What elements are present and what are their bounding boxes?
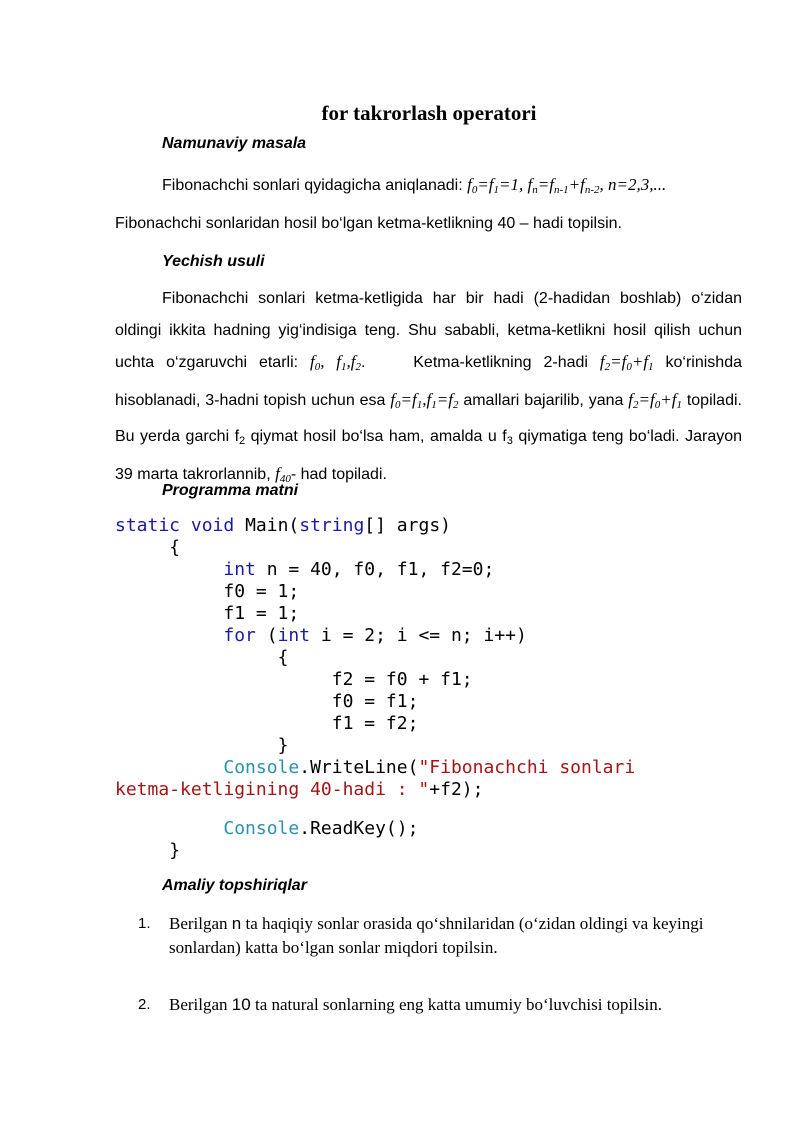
formula-f2-sum: $f_2=f_0+f_1$ [599, 352, 654, 373]
task-var: n [231, 914, 242, 933]
task-var: 10 [231, 995, 251, 1014]
code-shift-f0: f0 = f1; [331, 691, 419, 712]
code-static: static [115, 515, 181, 536]
heading-solution: Yechish usuli [162, 253, 265, 270]
solution-text-6: qiymat hosil bo‘lsa ham, amalda u f [250, 428, 507, 445]
code-sum: f2 = f0 + f1; [331, 669, 473, 690]
code-inner-close: } [277, 735, 289, 756]
page-title: for takrorlash operatori [321, 101, 537, 125]
task-number: 1. [138, 915, 151, 932]
code-for-int: int [277, 625, 311, 646]
code-console-2: Console [223, 818, 300, 839]
code-console-1: Console [223, 757, 300, 778]
code-string: string [299, 515, 365, 536]
code-for: for [223, 625, 256, 646]
solution-text-1: Fibonachchi sonlari ketma-ketligida har bir hadi (2-hadidan boshlab) o‘zidan oldingi ikkita hadning yig‘indisiga teng. Shu sababli, ketma-ketlikni hosil qilish uchun uchta o‘zgaruvchi etarli: [115, 290, 742, 371]
code-for-open: ( [255, 625, 278, 646]
solution-text-7: qiymatiga teng bo‘ladi. Jarayon 39 marta takrorlannib, [115, 428, 743, 483]
fibonacci-formula: $f_0=f_1=1$, $f_n=f_{n-1}+f_{n-2}$ [467, 175, 600, 196]
code-f1-init: f1 = 1; [223, 603, 300, 624]
problem-text-1: Fibonachchi sonlari qyidagicha aniqlanadi: [162, 177, 463, 194]
code-string-1: "Fibonachchi sonlari [418, 757, 636, 778]
solution-text-5: topiladi. Bu yerda garchi f [115, 391, 742, 445]
code-block-2 [115, 818, 418, 862]
code-shift-f1: f1 = f2; [331, 713, 419, 734]
code-brace-close: } [169, 840, 181, 861]
code-int: int [223, 559, 256, 580]
code-writeline: .WriteLine( [299, 757, 419, 778]
code-args: [] args) [364, 515, 451, 536]
problem-line-1 [162, 175, 666, 196]
code-block [115, 515, 635, 801]
formula-tail: , n=2,3,... [599, 175, 667, 194]
heading-program: Programma matni [162, 482, 299, 499]
task-text [169, 993, 778, 1017]
code-readkey: .ReadKey(); [299, 818, 419, 839]
solution-paragraph: Fibonachchi sonlari ketma-ketligida har bir hadi (2-hadidan boshlab) o‘zidan oldingi ikkita hadning yig‘indisiga teng. Shu sababli, ketma-ketlikni hosil qilish uchun uchta o‘zgaruvchi etarli: $f_0$, $f_1,f_2$. Ketma-ketlikning 2-hadi $f_2=f_0+f_1$ ko‘rinishda hisoblanadi, 3-hadni topish uchun esa $f_0=f_1,f_1=f_2$ amallari bajarilib, yana $f_2=f_0+f_1$ topiladi. Bu yerda garchi $f_2$ qiymat hosil bo‘lsa ham, amalda u $f_3$ qiymatiga teng bo‘ladi. Jarayon 39 marta takrorlannib, $f_{40}-$ had topiladi. [115, 290, 743, 485]
formula-shift: $f_0=f_1,f_1=f_2$ [390, 389, 459, 411]
code-inner-open: { [277, 647, 289, 668]
code-declaration: n = 40, f0, f1, f2=0; [255, 559, 495, 580]
code-f0-init: f0 = 1; [223, 581, 300, 602]
heading-tasks: Amaliy topshiriqlar [162, 877, 307, 894]
code-string-2: ketma-ketligining 40-hadi : " [115, 779, 430, 800]
task-text [169, 912, 778, 960]
task-number: 2. [138, 996, 151, 1013]
code-for-rest: i = 2; i <= n; i++) [310, 625, 527, 646]
code-brace-open: { [169, 537, 181, 558]
solution-text-4: amallari bajarilib, yana [463, 391, 624, 409]
problem-line-2: Fibonachchi sonlaridan hosil bo‘lgan ketma-ketlikning 40 – hadi topilsin. [115, 215, 622, 232]
code-main: Main( [245, 515, 300, 536]
task-post: ta haqiqiy sonlar orasida qo‘shnilaridan (o‘zidan oldingi va keyingi sonlardan) katta bo‘lgan sonlar miqdori topilsin. [169, 914, 704, 957]
solution-text-8: - had topiladi. [290, 465, 387, 483]
code-void: void [190, 515, 235, 536]
task-post: ta natural sonlarning eng katta umumiy bo‘luvchisi topilsin. [250, 995, 662, 1014]
solution-text-3: ko‘rinishda hisoblanadi, 3-hadni topish uchun esa [115, 354, 742, 409]
solution-text-2: Ketma-ketlikning 2-hadi [413, 354, 588, 371]
task-pre: Berilgan [169, 995, 232, 1014]
task-item [138, 993, 778, 1017]
task-item [138, 912, 778, 960]
heading-example: Namunaviy masala [162, 135, 307, 152]
formula-f40: $f_{40}$ [275, 463, 291, 485]
formula-vars: $f_0$, $f_1,f_2$ [310, 352, 361, 373]
task-pre: Berilgan [169, 914, 232, 933]
code-concat: +f2); [429, 779, 484, 800]
formula-f2-repeat: $f_2=f_0+f_1$ [628, 389, 682, 411]
